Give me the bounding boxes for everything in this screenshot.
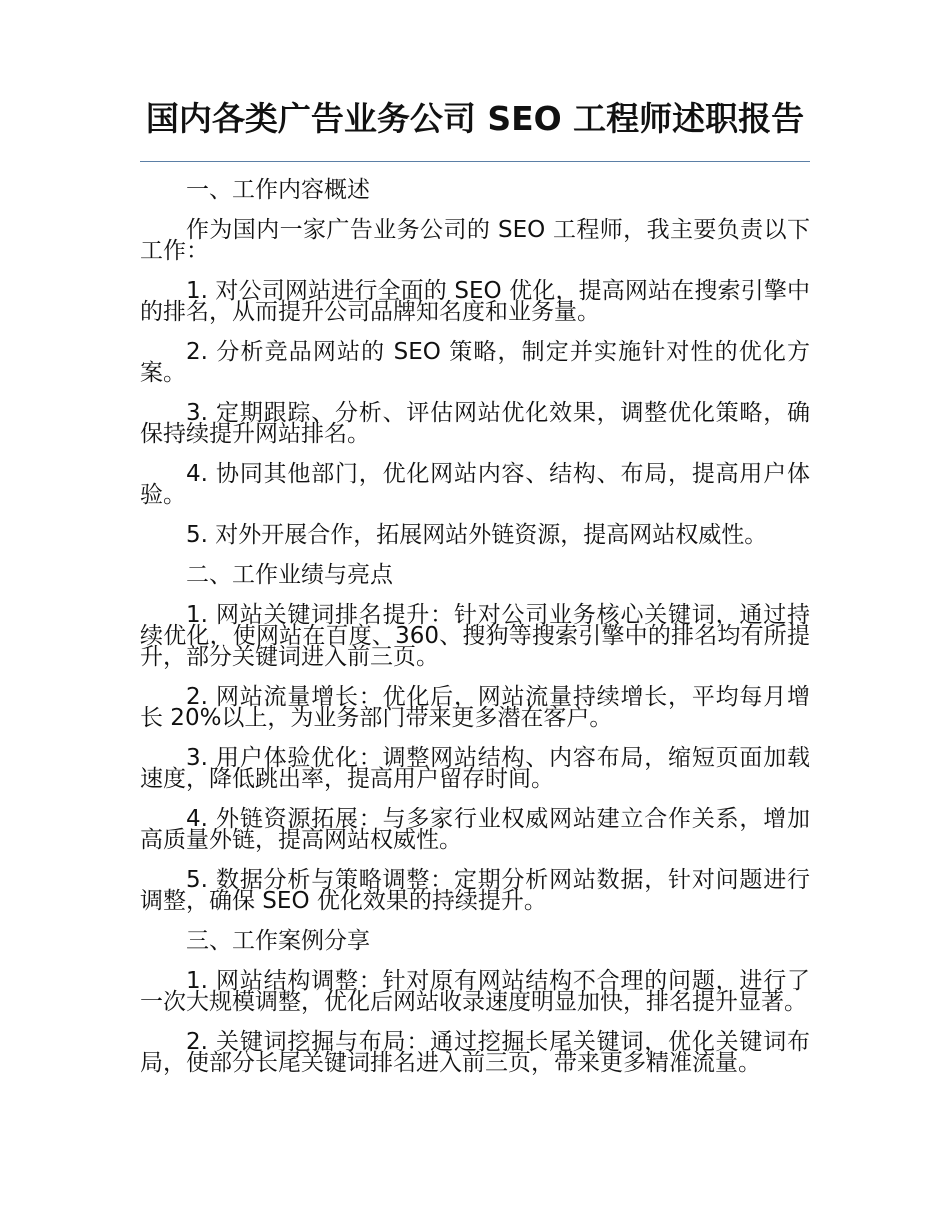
section-heading-1: 一、工作内容概述 bbox=[186, 177, 370, 203]
section-heading-3: 三、工作案例分享 bbox=[186, 928, 370, 954]
list-item: 2. 网站流量增长：优化后，网站流量持续增长，平均每月增长 20%以上，为业务部门带来更多潜在客户。 bbox=[140, 684, 810, 731]
document-title: 国内各类广告业务公司 SEO 工程师述职报告 bbox=[145, 99, 805, 138]
list-item: 1. 网站结构调整：针对原有网站结构不合理的问题，进行了一次大规模调整，优化后网站收录速度明显加快，排名提升显著。 bbox=[140, 968, 810, 1015]
list-item: 2. 分析竞品网站的 SEO 策略，制定并实施针对性的优化方案。 bbox=[140, 339, 810, 386]
list-item: 4. 协同其他部门，优化网站内容、结构、布局，提高用户体验。 bbox=[140, 461, 810, 508]
list-item: 2. 关键词挖掘与布局：通过挖掘长尾关键词，优化关键词布局，使部分长尾关键词排名进入前三页，带来更多精准流量。 bbox=[140, 1029, 810, 1076]
list-item: 5. 对外开展合作，拓展网站外链资源，提高网站权威性。 bbox=[186, 522, 768, 548]
section-heading-2: 二、工作业绩与亮点 bbox=[186, 562, 393, 588]
list-item: 1. 对公司网站进行全面的 SEO 优化，提高网站在搜索引擎中的排名，从而提升公司品牌知名度和业务量。 bbox=[140, 278, 810, 325]
document-body bbox=[140, 177, 810, 1093]
list-item: 5. 数据分析与策略调整：定期分析网站数据，针对问题进行调整，确保 SEO 优化效果的持续提升。 bbox=[140, 867, 810, 914]
list-item: 1. 网站关键词排名提升：针对公司业务核心关键词，通过持续优化，使网站在百度、360、搜狗等搜索引擎中的排名均有所提升，部分关键词进入前三页。 bbox=[140, 602, 810, 670]
list-item: 4. 外链资源拓展：与多家行业权威网站建立合作关系，增加高质量外链，提高网站权威性。 bbox=[140, 806, 810, 853]
paragraph: 作为国内一家广告业务公司的 SEO 工程师，我主要负责以下工作： bbox=[140, 217, 810, 264]
list-item: 3. 用户体验优化：调整网站结构、内容布局，缩短页面加载速度，降低跳出率，提高用户留存时间。 bbox=[140, 745, 810, 792]
title-underline bbox=[140, 161, 810, 162]
list-item: 3. 定期跟踪、分析、评估网站优化效果，调整优化策略，确保持续提升网站排名。 bbox=[140, 400, 810, 447]
